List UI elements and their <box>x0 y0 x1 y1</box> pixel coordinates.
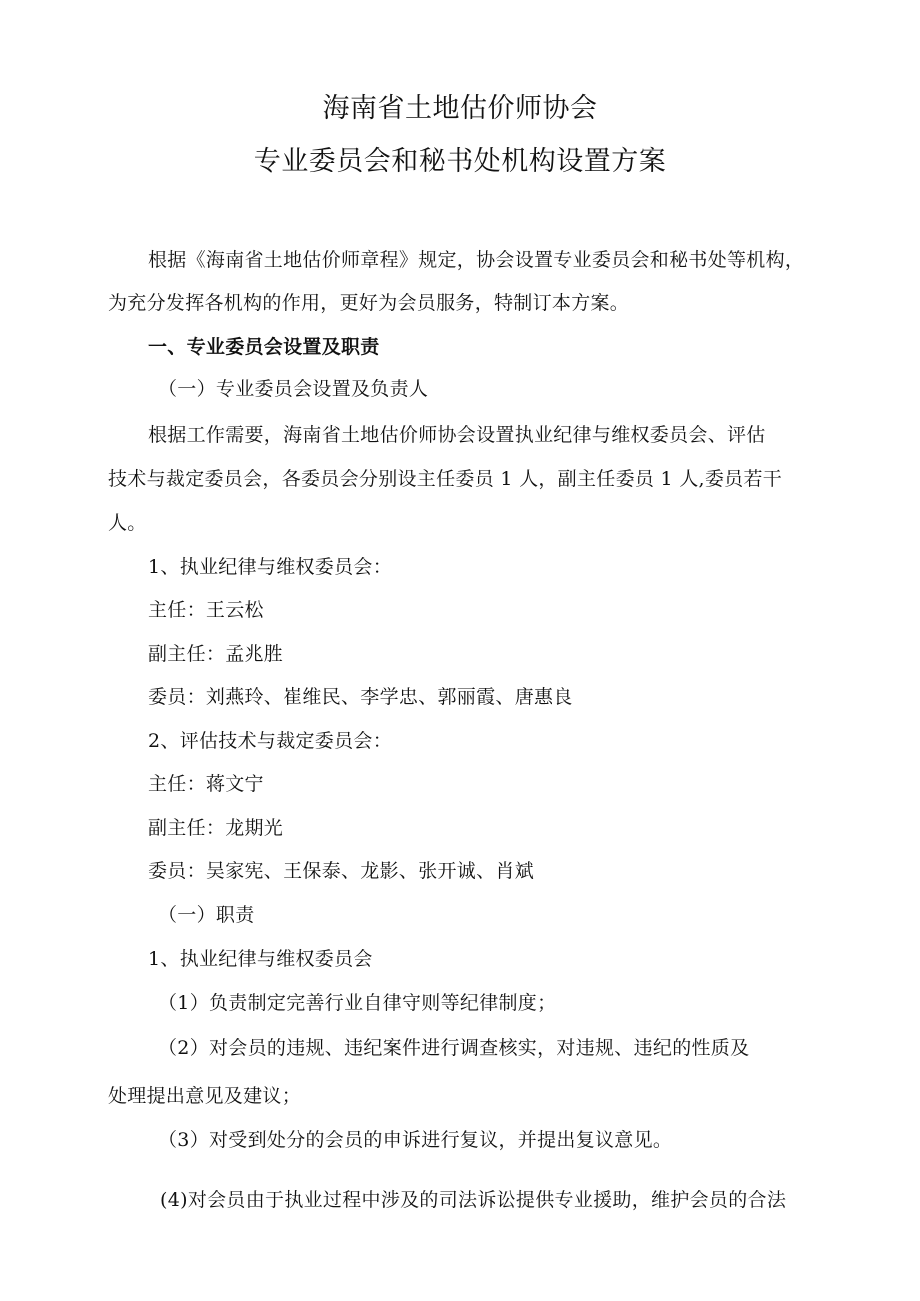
duty-item3: （3）对受到处分的会员的申诉进行复议，并提出复议意见。 <box>158 1129 673 1151</box>
committee2-deputy: 副主任：龙期光 <box>148 817 284 839</box>
sub1-para-line2: 技术与裁定委员会，各委员会分别设主任委员 1 人，副主任委员 1 人,委员若干 <box>108 468 783 490</box>
sub1-para-line3: 人。 <box>108 512 147 534</box>
committee1-members: 委员：刘燕玲、崔维民、李学忠、郭丽霞、唐惠良 <box>148 686 573 708</box>
duty-item4-line1: (4)对会员由于执业过程中涉及的司法诉讼提供专业援助，维护会员的合法 <box>160 1189 787 1211</box>
section1-heading: 一、专业委员会设置及职责 <box>148 336 380 358</box>
sub2-heading: （一）职责 <box>158 904 255 926</box>
duty-item1: （1）负责制定完善行业自律守则等纪律制度； <box>158 992 557 1014</box>
committee1-name: 1、执业纪律与维权委员会： <box>148 556 392 578</box>
duty-item2-line2: 处理提出意见及建议； <box>108 1085 302 1107</box>
duties-committee1-title: 1、执业纪律与维权委员会 <box>148 948 373 970</box>
committee1-deputy: 副主任：孟兆胜 <box>148 643 284 665</box>
committee2-members: 委员：吴家宪、王保泰、龙影、张开诚、肖斌 <box>148 860 535 882</box>
document-title-line2: 专业委员会和秘书处机构设置方案 <box>253 146 667 177</box>
committee2-name: 2、评估技术与裁定委员会： <box>148 730 392 752</box>
sub1-para-line1: 根据工作需要，海南省土地估价师协会设置执业纪律与维权委员会、评估 <box>148 424 766 446</box>
intro-line1: 根据《海南省土地估价师章程》规定，协会设置专业委员会和秘书处等机构， <box>148 249 805 271</box>
committee1-director: 主任：王云松 <box>148 599 264 621</box>
sub1-heading: （一）专业委员会设置及负责人 <box>158 378 429 400</box>
duty-item2-line1: （2）对会员的违规、违纪案件进行调查核实，对违规、违纪的性质及 <box>158 1037 750 1059</box>
intro-line2: 为充分发挥各机构的作用，更好为会员服务，特制订本方案。 <box>108 292 630 314</box>
document-title-line1: 海南省土地估价师协会 <box>322 93 598 124</box>
committee2-director: 主任：蒋文宁 <box>148 773 264 795</box>
